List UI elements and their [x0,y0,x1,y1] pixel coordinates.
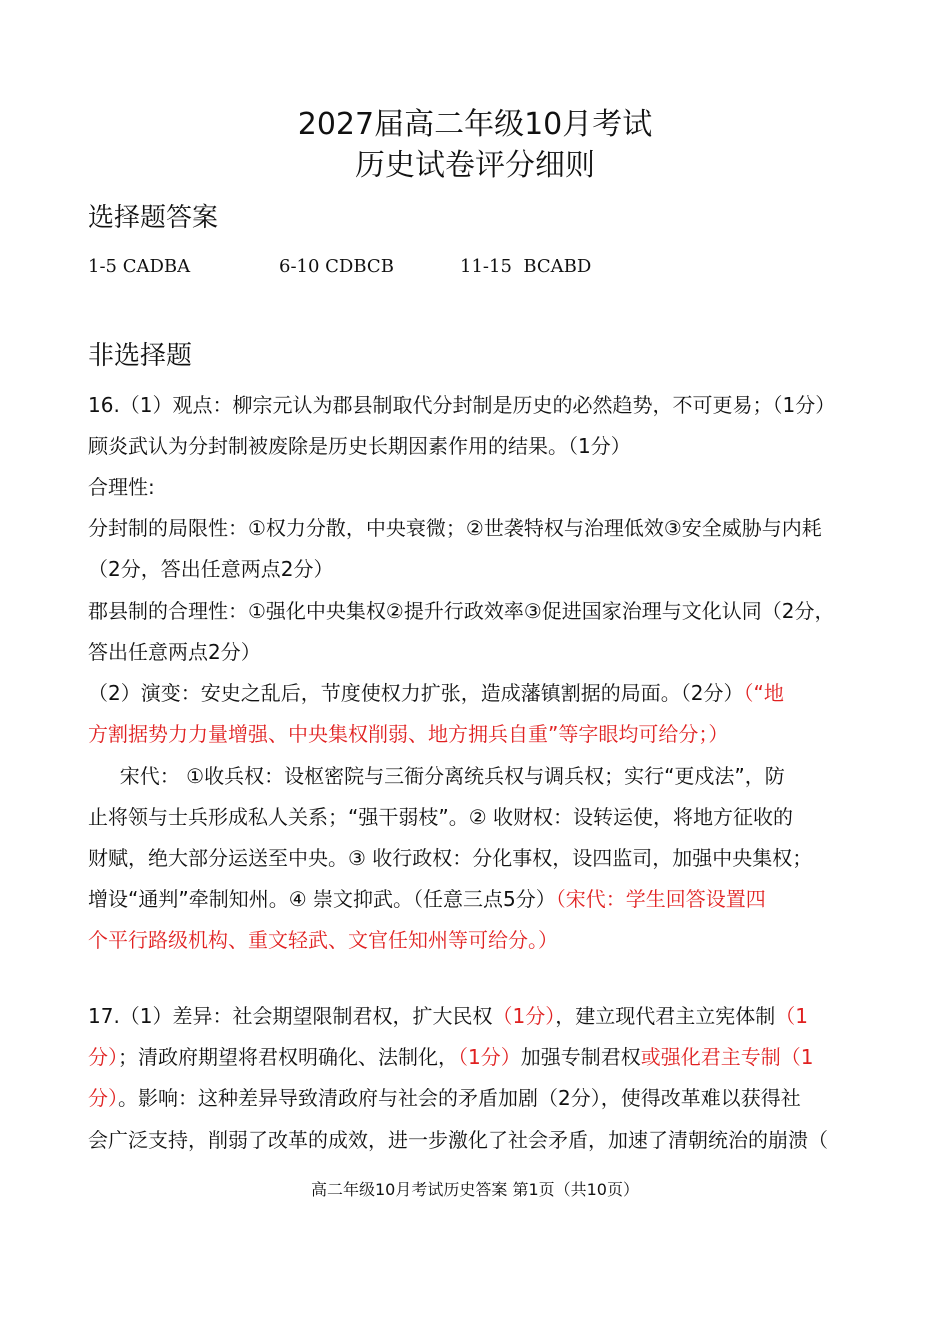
text-line: 17.（1）差异：社会期望限制君权，扩大民权（1分），建立现代君主立宪体制（1 [88,1004,808,1028]
red-scoring-note: 方割据势力力量增强、中央集权削弱、地方拥兵自重”等字眼均可给分；） [88,722,729,746]
text-line: 分）。影响：这种差异导致清政府与社会的矛盾加剧（2分），使得改革难以获得社 [88,1086,801,1110]
text-line: 16.（1）观点：柳宗元认为郡县制取代分封制是历史的必然趋势，不可更易；（1分） [88,393,836,417]
text-line: 财赋，绝大部分运送至中央。③ 收行政权：分化事权，设四监司，加强中央集权； [88,846,813,870]
exam-subtitle: 历史试卷评分细则 [355,148,595,183]
red-score: （1分） [492,1004,556,1028]
answer-group-1: 1-5 CADBA [88,256,191,277]
red-score: （1分） [458,1045,521,1069]
answer-group-3: 11-15 BCABD [460,256,592,277]
text-line: 分封制的局限性：①权力分散，中央衰微；②世袭特权与治理低效③安全威胁与内耗 [88,516,822,540]
text-line: 宋代： ①收兵权：设枢密院与三衙分离统兵权与调兵权；实行“更戍法”，防 [88,764,785,788]
red-score: （1 [775,1004,808,1028]
red-score: 分） [88,1045,118,1069]
red-scoring-note: 个平行路级机构、重文轻武、文官任知州等可给分。） [88,928,558,952]
text-line: 答出任意两点2分） [88,640,261,664]
answer-group-2: 6-10 CDBCB [279,256,394,277]
nonchoice-section-heading: 非选择题 [88,341,193,371]
text-line: 增设“通判”牵制知州。④ 崇文抑武。（任意三点5分）（宋代：学生回答设置四 [88,887,766,911]
text-line: 会广泛支持，削弱了改革的成效，进一步激化了社会矛盾，加速了清朝统治的崩溃（ [88,1128,828,1152]
text-line: （2分，答出任意两点2分） [88,557,334,581]
red-scoring-note: （宋代：学生回答设置四 [555,887,766,911]
exam-title: 2027届高二年级10月考试 [297,107,653,142]
red-score: 分） [88,1086,118,1110]
text-line: 合理性: [88,475,155,499]
red-scoring-note: 或强化君主专制（1 [640,1045,814,1069]
text-line: （2）演变：安史之乱后，节度使权力扩张，造成藩镇割据的局面。（2分）（“地 [88,681,784,705]
red-scoring-note: （“地 [743,681,784,705]
text-line: 顾炎武认为分封制被废除是历史长期因素作用的结果。（1分） [88,434,631,458]
page-footer: 高二年级10月考试历史答案 第1页（共10页） [311,1180,639,1199]
text-line: 郡县制的合理性：①强化中央集权②提升行政效率③促进国家治理与文化认同（2分， [88,599,835,623]
choice-section-heading: 选择题答案 [88,203,219,233]
text-line: 分）；清政府期望将君权明确化、法制化，（1分）加强专制君权或强化君主专制（1 [88,1045,814,1069]
text-line: 止将领与士兵形成私人关系；“强干弱枝”。② 收财权：设转运使，将地方征收的 [88,805,794,829]
